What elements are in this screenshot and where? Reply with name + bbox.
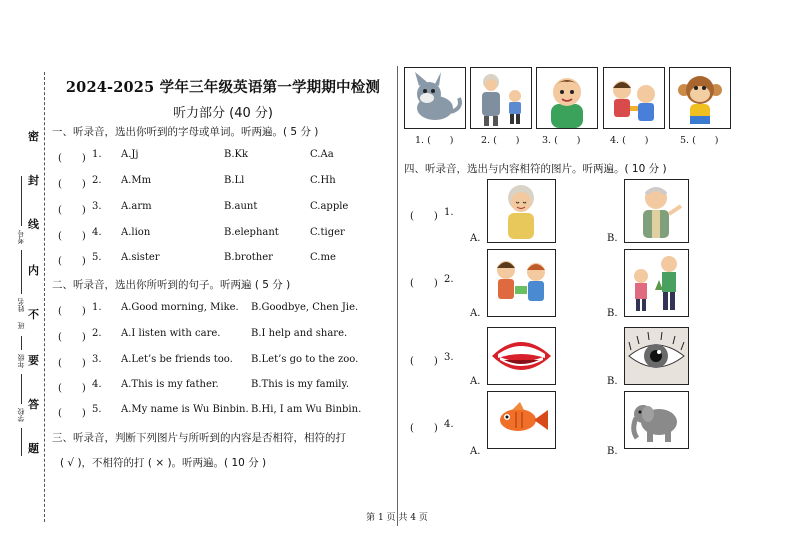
item-number: 2.	[92, 175, 102, 186]
field-line	[21, 176, 22, 226]
section1-heading: 一、听录音，选出你听到的字母或单词。听两遍。( 5 分 )	[52, 126, 319, 138]
option-b: B.Goodbye, Chen Jie.	[251, 302, 359, 313]
field-grade: 年级	[17, 354, 25, 368]
seal-char: 不	[28, 308, 39, 321]
answer-bracket[interactable]: ( )	[58, 408, 86, 419]
option-c: C.tiger	[310, 227, 345, 238]
field-name: 姓名	[17, 298, 25, 312]
picture-mouth[interactable]	[487, 327, 556, 385]
item-number: 1.	[444, 207, 454, 218]
seal-char: 密	[28, 130, 39, 143]
option-a: A.sister	[121, 252, 160, 263]
option-a-label: A.	[470, 446, 481, 457]
judge-label[interactable]: 5. ( )	[680, 135, 719, 146]
picture-elephant[interactable]	[624, 391, 689, 449]
field-school: 学校	[17, 408, 25, 422]
section3-heading-line2: ( √ )，不相符的打 ( × )。听两遍。( 10 分 )	[60, 457, 267, 469]
picture-two-kids	[603, 67, 665, 129]
option-b: B.I help and share.	[251, 328, 348, 339]
picture-grandfather[interactable]	[624, 179, 689, 243]
answer-bracket[interactable]: ( )	[58, 231, 86, 242]
option-c: C.apple	[310, 201, 349, 212]
field-exam-number: 考号	[17, 230, 25, 244]
option-a: A.Let’s be friends too.	[121, 354, 233, 365]
field-line	[21, 374, 22, 404]
item-number: 2.	[92, 328, 102, 339]
field-class: 班	[17, 322, 25, 329]
item-number: 3.	[92, 201, 102, 212]
option-b-label: B.	[607, 446, 618, 457]
option-b: B.Let’s go to the zoo.	[251, 354, 359, 365]
item-number: 3.	[92, 354, 102, 365]
answer-bracket[interactable]: ( )	[58, 306, 86, 317]
option-b: B.Kk	[224, 149, 249, 160]
seal-char: 题	[28, 442, 39, 455]
answer-bracket[interactable]: ( )	[410, 278, 438, 289]
answer-bracket[interactable]: ( )	[58, 332, 86, 343]
item-number: 3.	[444, 352, 454, 363]
option-a-label: A.	[470, 233, 481, 244]
picture-eye[interactable]	[624, 327, 689, 385]
section2-heading: 二、听录音，选出你所听到的句子。听两遍 ( 5 分 )	[52, 279, 291, 291]
option-b: B.Ll	[224, 175, 245, 186]
picture-boy	[536, 67, 598, 129]
option-a: A.arm	[121, 201, 152, 212]
option-a-label: A.	[470, 308, 481, 319]
section4-heading: 四、听录音，选出与内容相符的图片。听两遍。( 10 分 )	[404, 163, 667, 175]
page-subtitle: 听力部分 (40 分)	[173, 106, 273, 121]
answer-bracket[interactable]: ( )	[58, 383, 86, 394]
picture-kids-sharing[interactable]	[487, 249, 556, 317]
option-b-label: B.	[607, 308, 618, 319]
section3-heading-line1: 三、听录音，判断下列图片与所听到的内容是否相符，相符的打	[52, 432, 346, 444]
option-b: B.This is my family.	[251, 379, 350, 390]
picture-monkey	[669, 67, 731, 129]
option-b-label: B.	[607, 233, 618, 244]
answer-bracket[interactable]: ( )	[58, 358, 86, 369]
picture-grandmother[interactable]	[487, 179, 556, 243]
seal-char: 答	[28, 398, 39, 411]
picture-fish[interactable]	[487, 391, 556, 449]
seal-char: 封	[28, 174, 39, 187]
picture-cartoon-cat	[404, 67, 466, 129]
item-number: 5.	[92, 252, 102, 263]
seal-char: 线	[28, 218, 39, 231]
seal-char: 内	[28, 264, 39, 277]
answer-bracket[interactable]: ( )	[58, 205, 86, 216]
answer-bracket[interactable]: ( )	[410, 211, 438, 222]
item-number: 1.	[92, 149, 102, 160]
item-number: 4.	[92, 227, 102, 238]
page-number: 第 1 页 共 4 页	[366, 513, 428, 523]
option-b: B.aunt	[224, 201, 258, 212]
option-c: C.Aa	[310, 149, 334, 160]
option-a: A.Good morning, Mike.	[121, 302, 239, 313]
option-a: A.I listen with care.	[121, 328, 221, 339]
answer-bracket[interactable]: ( )	[58, 153, 86, 164]
field-line	[21, 250, 22, 294]
option-a: A.Jj	[121, 149, 139, 160]
option-a: A.This is my father.	[121, 379, 219, 390]
item-number: 1.	[92, 302, 102, 313]
page-title: 2024-2025 学年三年级英语第一学期期中检测	[65, 79, 381, 96]
field-line	[21, 336, 22, 350]
option-a: A.My name is Wu Binbin.	[121, 404, 249, 415]
answer-bracket[interactable]: ( )	[410, 356, 438, 367]
judge-label[interactable]: 3. ( )	[542, 135, 581, 146]
judge-label[interactable]: 4. ( )	[610, 135, 649, 146]
item-number: 4.	[92, 379, 102, 390]
field-line	[21, 428, 22, 456]
answer-bracket[interactable]: ( )	[58, 256, 86, 267]
picture-grandma-and-boy	[470, 67, 532, 129]
option-b: B.brother	[224, 252, 273, 263]
answer-bracket[interactable]: ( )	[410, 423, 438, 434]
picture-kids-greeting[interactable]	[624, 249, 689, 317]
answer-bracket[interactable]: ( )	[58, 179, 86, 190]
judge-label[interactable]: 1. ( )	[415, 135, 454, 146]
column-divider	[397, 66, 398, 526]
option-a: A.Mm	[121, 175, 152, 186]
option-b-label: B.	[607, 376, 618, 387]
option-a-label: A.	[470, 376, 481, 387]
item-number: 5.	[92, 404, 102, 415]
option-c: C.Hh	[310, 175, 336, 186]
option-c: C.me	[310, 252, 336, 263]
binding-dashed-line	[44, 72, 45, 522]
item-number: 2.	[444, 274, 454, 285]
item-number: 4.	[444, 419, 454, 430]
judge-label[interactable]: 2. ( )	[481, 135, 520, 146]
seal-char: 要	[28, 354, 39, 367]
option-a: A.lion	[121, 227, 151, 238]
option-b: B.elephant	[224, 227, 279, 238]
option-b: B.Hi, I am Wu Binbin.	[251, 404, 362, 415]
